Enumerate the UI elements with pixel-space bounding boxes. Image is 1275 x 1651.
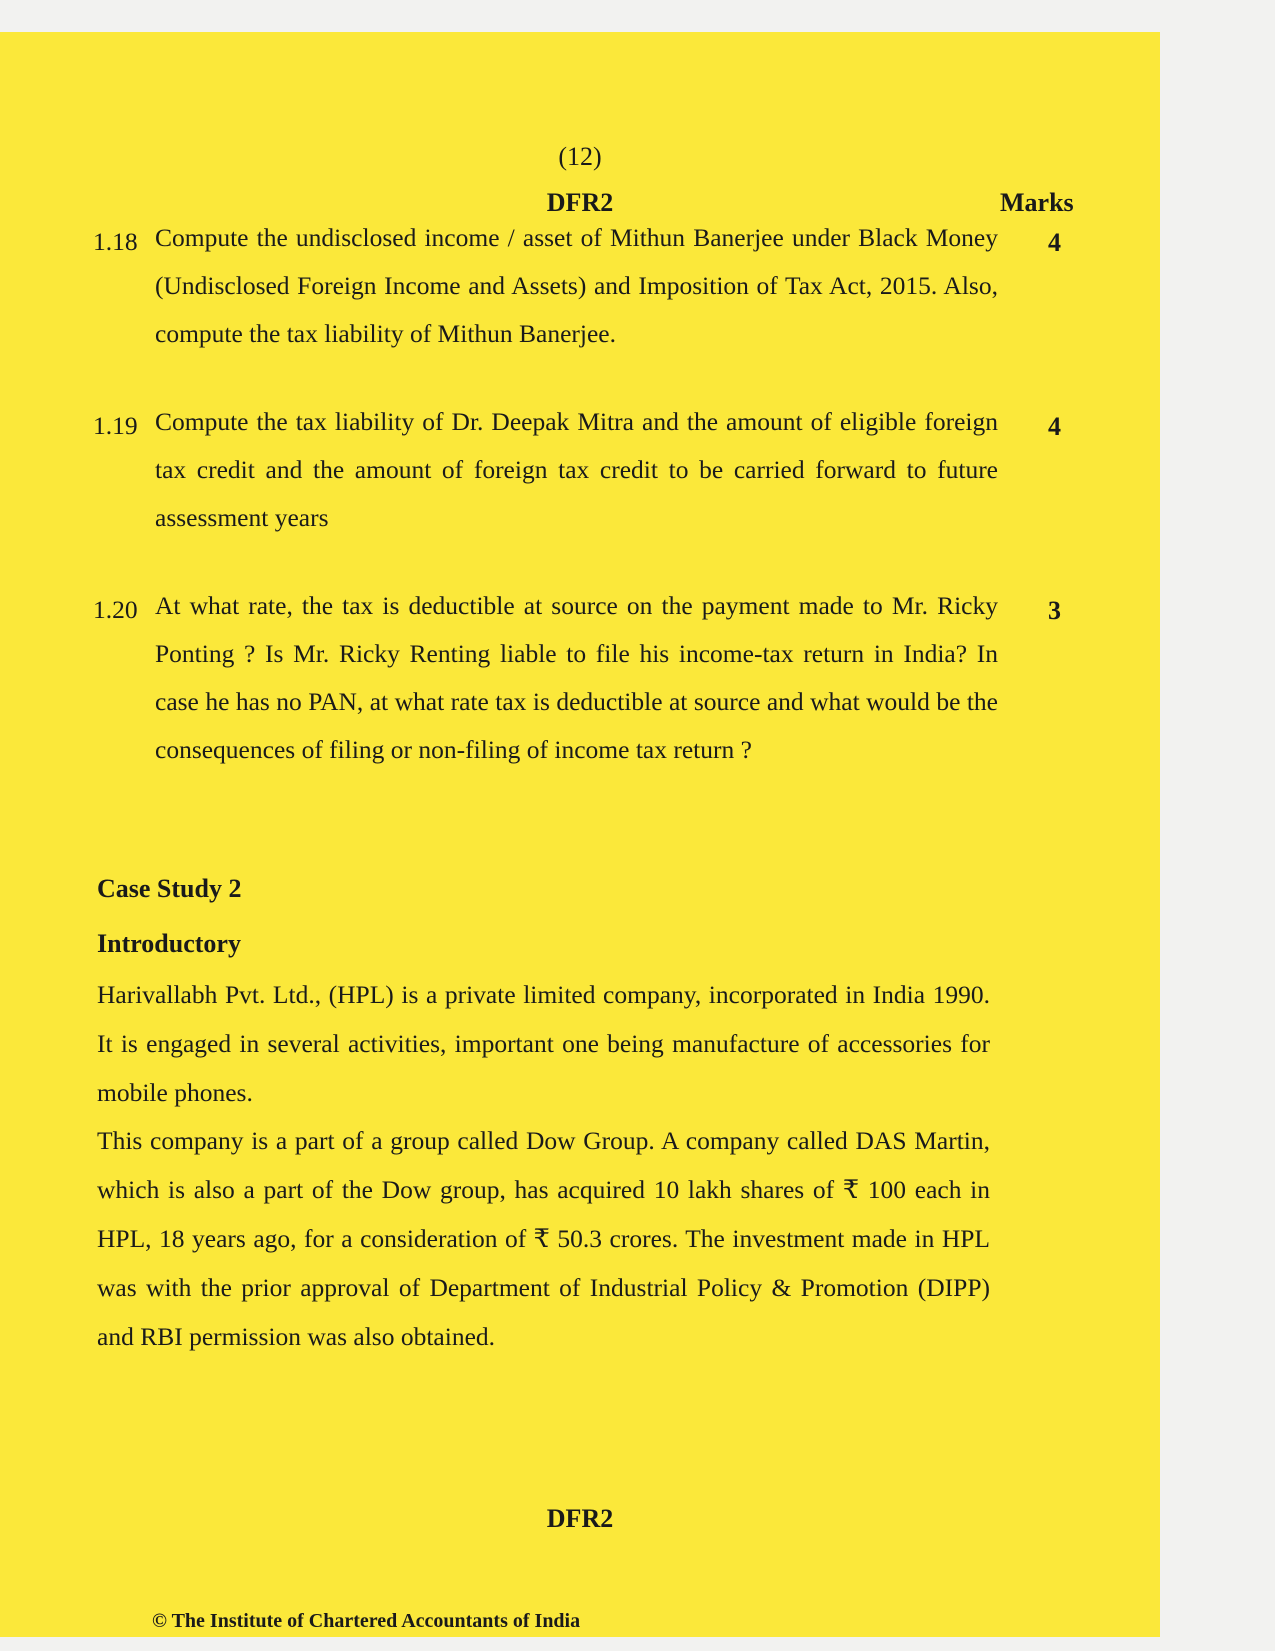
page-number: (12) [558,142,602,171]
question-1-18 [93,214,1061,358]
question-number: 1.20 [93,595,138,624]
copyright-footer: © The Institute of Chartered Accountants of India [152,1610,581,1632]
paper-code-header: DFR2 [546,188,614,217]
question-text: Compute the undisclosed income / asset of Mithun Banerjee under Black Money (Undisclosed Foreign Income and Assets) and Imposition of Tax Act, 2015. Also, compute the tax liability of Mithun Banerjee. [155,223,998,348]
case-study-title: Case Study 2 [97,874,242,903]
marks-column-heading: Marks [1000,188,1074,217]
case-study-paragraph-1: Harivallabh Pvt. Ltd., (HPL) is a private limited company, incorporated in India 1990. It is engaged in several activities, important one being manufacture of accessories for mobile phones. [97,980,990,1107]
paper-code-footer: DFR2 [546,1504,614,1533]
question-marks: 4 [1048,412,1061,441]
question-number: 1.18 [93,227,138,256]
exam-page [0,32,1160,1637]
question-marks: 4 [1048,228,1061,257]
question-1-19 [93,398,1061,542]
case-study-paragraph-2: This company is a part of a group called Dow Group. A company called DAS Martin, which is also a part of the Dow group, has acquired 10 lakh shares of ₹ 100 each in HPL, 18 years ago, for a consideration of ₹ 50.3 crores. The investment made in HPL was with the prior approval of Department of Industrial Policy & Promotion (DIPP) and RBI permission was also obtained. [97,1126,990,1351]
question-1-20 [93,582,1061,774]
question-marks: 3 [1048,596,1061,625]
question-text: At what rate, the tax is deductible at source on the payment made to Mr. Ricky Ponting ? Is Mr. Ricky Renting liable to file his income-tax return in India? In case he has no PAN, at what rate tax is deductible at source and what would be the consequences of filing or non-filing of income tax return ? [155,591,998,764]
case-study-subtitle: Introductory [97,929,241,958]
question-number: 1.19 [93,411,138,440]
question-text: Compute the tax liability of Dr. Deepak Mitra and the amount of eligible foreign tax credit and the amount of foreign tax credit to be carried forward to future assessment years [155,407,998,532]
